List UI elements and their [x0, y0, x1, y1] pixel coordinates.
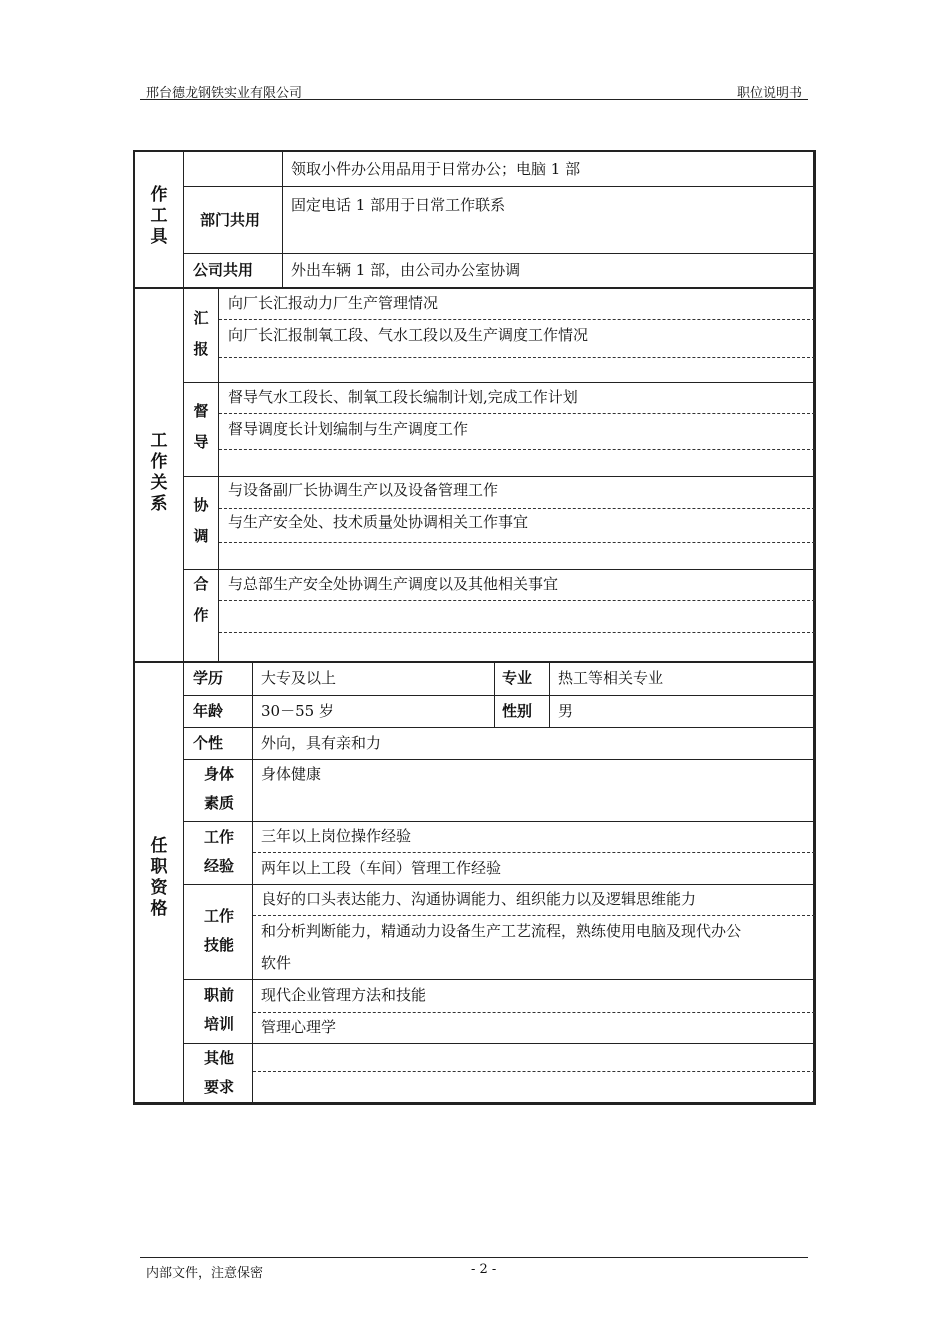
tools-label-company: 公司共用 — [193, 261, 254, 279]
skills-line: 良好的口头表达能力、沟通协调能力、组织能力以及逻辑思维能力 — [261, 890, 697, 908]
dashed-line — [219, 357, 815, 358]
experience-label: 工作 经验 — [203, 828, 234, 875]
grid-line — [183, 821, 816, 822]
major-label: 专业 — [502, 669, 533, 687]
dashed-line — [253, 915, 815, 916]
doc-title: 职位说明书 — [737, 86, 803, 101]
grid-line — [282, 150, 283, 287]
physical-value: 身体健康 — [261, 765, 322, 783]
grid-line — [183, 695, 816, 696]
skills-line: 和分析判断能力，精通动力设备生产工艺流程，熟练使用电脑及现代办公 — [261, 922, 742, 940]
dashed-line — [219, 542, 815, 543]
dashed-line — [253, 1012, 815, 1013]
age-label: 年龄 — [193, 702, 224, 720]
training-label: 职前 培训 — [203, 986, 234, 1033]
dashed-line — [219, 508, 815, 509]
grid-line — [183, 186, 816, 187]
grid-line — [183, 759, 816, 760]
relations-cooperate-line: 与总部生产安全处协调生产调度以及其他相关事宜 — [228, 575, 559, 593]
relations-supervise-line: 督导调度长计划编制与生产调度工作 — [228, 420, 469, 438]
relations-label-cooperate: 合 作 — [193, 575, 209, 624]
dashed-line — [219, 600, 815, 601]
major-value: 热工等相关专业 — [558, 669, 664, 687]
section-divider — [133, 661, 816, 663]
experience-line: 三年以上岗位操作经验 — [261, 827, 412, 845]
grid-line — [183, 382, 816, 383]
company-name: 邢台德龙钢铁实业有限公司 — [146, 86, 303, 101]
experience-line: 两年以上工段（车间）管理工作经验 — [261, 859, 502, 877]
relations-label-supervise: 督 导 — [193, 402, 209, 451]
age-value: 30－55 岁 — [261, 702, 334, 720]
dashed-line — [219, 449, 815, 450]
grid-line — [183, 476, 816, 477]
training-line: 管理心理学 — [261, 1018, 337, 1036]
grid-line — [183, 253, 816, 254]
relations-label-report: 汇 报 — [193, 309, 209, 358]
physical-label: 身体 素质 — [203, 765, 234, 812]
gender-label: 性别 — [502, 702, 533, 720]
relations-report-line: 向厂长汇报制氧工段、气水工段以及生产调度工作情况 — [228, 326, 589, 344]
page-number: - 2 - — [471, 1262, 497, 1277]
grid-line — [183, 979, 816, 980]
tools-row-department: 固定电话 1 部用于日常工作联系 — [291, 196, 506, 214]
relations-supervise-line: 督导气水工段长、制氧工段长编制计划,完成工作计划 — [228, 388, 578, 406]
tools-row-company: 外出车辆 1 部，由公司办公室协调 — [291, 261, 521, 279]
dashed-line — [253, 852, 815, 853]
tools-section-label: 作 工 具 — [150, 185, 168, 247]
relations-report-line: 向厂长汇报动力厂生产管理情况 — [228, 294, 439, 312]
relations-section-label: 工 作 关 系 — [150, 431, 168, 514]
grid-line — [183, 150, 184, 1105]
grid-line — [183, 1043, 816, 1044]
dashed-line — [219, 413, 815, 414]
grid-line — [183, 727, 816, 728]
grid-line — [218, 289, 219, 661]
tools-row-personal: 领取小件办公用品用于日常办公；电脑 1 部 — [291, 160, 581, 178]
gender-value: 男 — [558, 702, 574, 720]
other-requirements-label: 其他 要求 — [203, 1049, 234, 1096]
dashed-line — [253, 1071, 815, 1072]
grid-line — [183, 884, 816, 885]
confidential-note: 内部文件，注意保密 — [146, 1266, 264, 1281]
education-label: 学历 — [193, 669, 224, 687]
header-rule — [140, 99, 808, 100]
footer-rule — [140, 1257, 808, 1258]
personality-label: 个性 — [193, 734, 224, 752]
relations-label-coordinate: 协 调 — [193, 496, 209, 545]
qualifications-section-label: 任 职 资 格 — [150, 836, 168, 919]
grid-line — [183, 569, 816, 570]
dashed-line — [219, 319, 815, 320]
skills-label: 工作 技能 — [203, 907, 234, 954]
training-line: 现代企业管理方法和技能 — [261, 986, 427, 1004]
relations-coordinate-line: 与设备副厂长协调生产以及设备管理工作 — [228, 481, 499, 499]
dashed-line — [219, 632, 815, 633]
education-value: 大专及以上 — [261, 669, 337, 687]
tools-label-department: 部门共用 — [200, 211, 261, 229]
section-divider — [133, 287, 816, 289]
personality-value: 外向，具有亲和力 — [261, 734, 382, 752]
skills-line: 软件 — [261, 954, 292, 972]
relations-coordinate-line: 与生产安全处、技术质量处协调相关工作事宜 — [228, 513, 529, 531]
